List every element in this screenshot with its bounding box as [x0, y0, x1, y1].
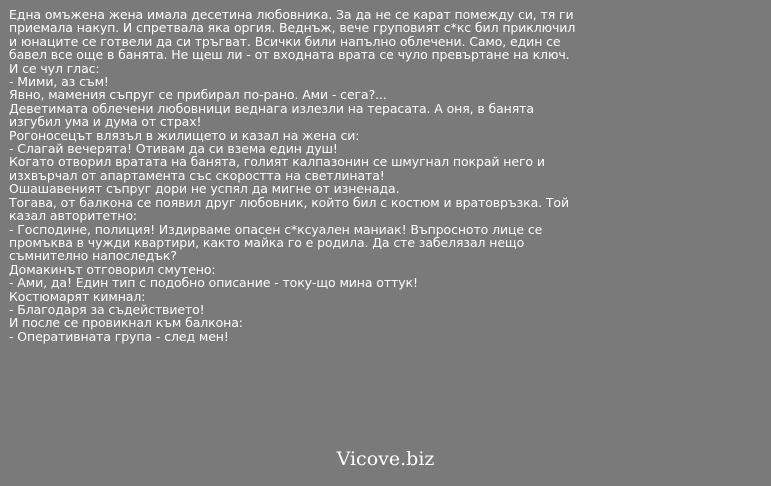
joke-line: - Слагай вечерята! Отивам да си взема един душ!	[9, 141, 338, 157]
joke-line: - Оперативната група - след мен!	[9, 328, 229, 344]
joke-line: Деветимата облечени любовници веднага излезли на терасата. А оня, в банята	[9, 100, 534, 116]
joke-line: - Господине, полиция! Издирваме опасен с*ксуален маниак! Въпросното лице се	[9, 221, 543, 237]
joke-text	[9, 8, 764, 343]
joke-line: Когато отворил вратата на банята, голият калпазонин се шмугнал покрай него и	[9, 154, 545, 170]
joke-line: Тогава, от балкона се появил друг любовник, който бил с костюм и вратовръзка. Той	[9, 194, 569, 210]
joke-line: бавел все още в банята. Не щеш ли - от входната врата се чуло превъртане на ключ.	[9, 47, 570, 63]
joke-line: Костюмарят кимнал:	[9, 288, 146, 304]
joke-line: Ошашавеният съпруг дори не успял да мигне от изненада.	[9, 181, 400, 197]
joke-line: съмнително напоследък?	[9, 248, 177, 264]
joke-line: Домакинът отговорил смутено:	[9, 261, 216, 277]
joke-line: изхвърчал от апартамента със скоростта на светлината!	[9, 167, 385, 183]
joke-line: Явно, мамения съпруг се прибирал по-рано. Ами - сега?...	[9, 87, 387, 103]
joke-line: И после се провикнал към балкона:	[9, 315, 243, 331]
joke-line: Рогоносецът влязъл в жилището и казал на жена си:	[9, 127, 360, 143]
joke-line: И се чул глас:	[9, 60, 100, 76]
joke-line: промъква в чужди квартири, както майка го е родила. Да сте забелязал нещо	[9, 234, 525, 250]
joke-line: изгубил ума и дума от страх!	[9, 114, 202, 130]
joke-line: - Мими, аз съм!	[9, 74, 109, 90]
joke-line: - Благодаря за съдействието!	[9, 301, 205, 317]
site-watermark: Vicove.biz	[336, 448, 435, 470]
joke-line: Една омъжена жена имала десетина любовника. За да не се карат помежду си, тя ги	[9, 7, 574, 22]
joke-line: приемала накуп. И спретвала яка оргия. Веднъж, вече груповият с*кс бил приключил	[9, 20, 576, 36]
joke-line: и юнаците се готвели да си тръгват. Всички били напълно облечени. Само, един се	[9, 33, 561, 49]
joke-line: казал авторитетно:	[9, 208, 137, 224]
joke-line: - Ами, да! Един тип с подобно описание - току-що мина оттук!	[9, 275, 418, 291]
